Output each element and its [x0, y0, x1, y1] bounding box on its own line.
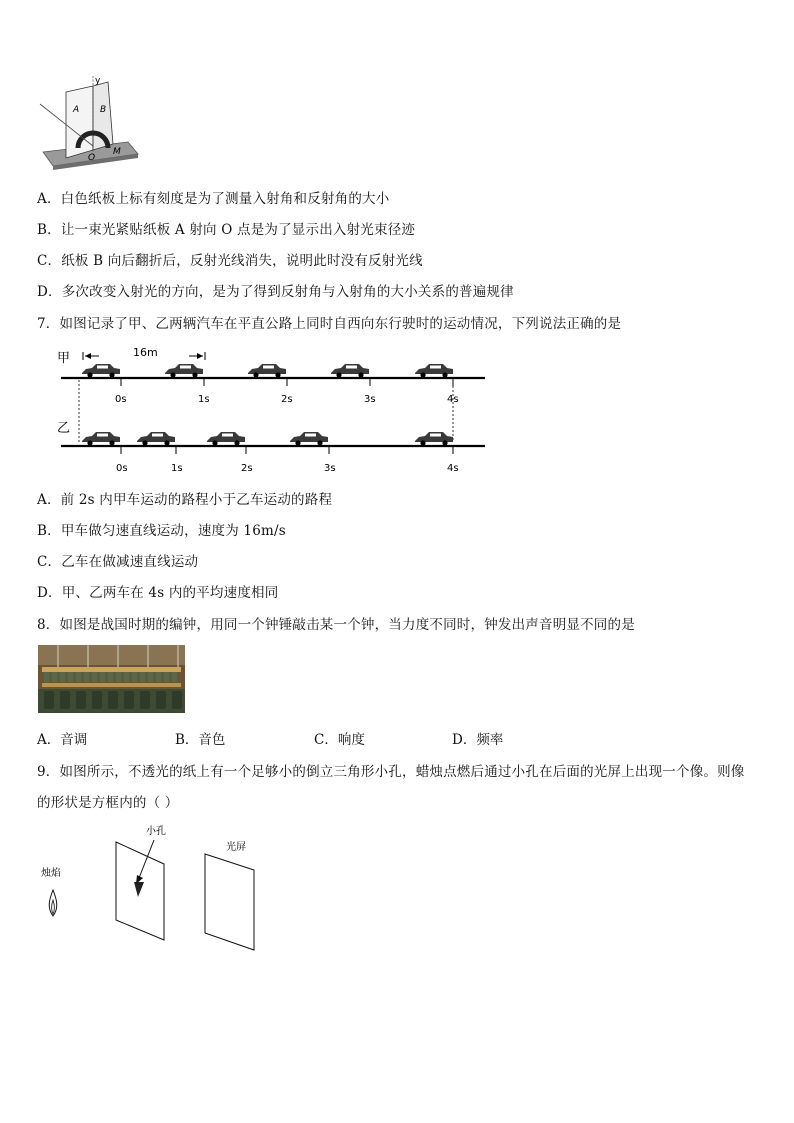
- car-b-1s: [137, 432, 175, 446]
- car-b-tick-2s: 2s: [241, 463, 253, 474]
- q8-option-c: C．响度: [314, 732, 365, 748]
- q6-option-c: C．纸板 B 向后翻折后，反射光线消失，说明此时没有反射光线: [37, 253, 423, 269]
- distance-label: 16m: [133, 346, 158, 359]
- bianzhong-bells-photo: [38, 645, 185, 713]
- car-a-tick-1s: 1s: [198, 394, 210, 405]
- board-b-label: B: [100, 105, 107, 115]
- car-b-tick-1s: 1s: [171, 463, 183, 474]
- car-a-tick-4s: 4s: [447, 394, 459, 405]
- car-b-2s: [207, 432, 245, 446]
- hole-label: 小孔: [146, 826, 166, 837]
- car-motion-figure: [55, 340, 495, 478]
- q9-stem-line2: 的形状是方框内的（ ）: [37, 795, 179, 811]
- car-a-3s: [331, 364, 369, 378]
- board-a-label: A: [73, 105, 80, 115]
- car-b-tick-3s: 3s: [324, 463, 336, 474]
- car-b-4s: [415, 432, 453, 446]
- point-o-label: O: [88, 153, 96, 163]
- q6-option-d: D．多次改变入射光的方向，是为了得到反射角与入射角的大小关系的普遍规律: [37, 284, 514, 300]
- car-a-4s: [415, 364, 453, 378]
- q7-option-c: C．乙车在做减速直线运动: [37, 554, 199, 570]
- light-screen: [205, 854, 254, 950]
- q6-option-b: B．让一束光紧贴纸板 A 射向 O 点是为了显示出入射光束径迹: [37, 222, 416, 238]
- car-b-0s: [82, 432, 120, 446]
- q7-option-d: D．甲、乙两车在 4s 内的平均速度相同: [37, 585, 279, 601]
- q7-stem: 7．如图记录了甲、乙两辆汽车在平直公路上同时自西向东行驶时的运动情况，下列说法正确的是: [37, 316, 622, 332]
- car-a-tick-3s: 3s: [364, 394, 376, 405]
- car-b-label: 乙: [57, 421, 71, 436]
- q8-option-b: B．音色: [175, 732, 226, 748]
- q6-option-a: A．白色纸板上标有刻度是为了测量入射角和反射角的大小: [37, 191, 390, 207]
- car-b-tick-4s: 4s: [447, 463, 459, 474]
- candle-flame-icon: [49, 890, 57, 916]
- normal-label-y: y: [95, 76, 101, 86]
- car-a-1s: [165, 364, 203, 378]
- car-a-label: 甲: [57, 351, 71, 366]
- car-a-tick-0s: 0s: [115, 394, 127, 405]
- car-b-tick-0s: 0s: [116, 463, 128, 474]
- screen-label: 光屏: [226, 842, 246, 853]
- candle-flame-label: 烛焰: [41, 868, 61, 879]
- point-m-label: M: [113, 147, 121, 157]
- car-a-2s: [248, 364, 286, 378]
- q9-stem-line1: 9．如图所示，不透光的纸上有一个足够小的倒立三角形小孔，蜡烛点燃后通过小孔在后面的光屏上出现一个像。则像: [37, 764, 745, 780]
- car-a-0s: [82, 364, 120, 378]
- car-a-tick-2s: 2s: [281, 394, 293, 405]
- car-b-3s: [290, 432, 328, 446]
- q8-stem: 8．如图是战国时期的编钟，用同一个钟锤敲击某一个钟，当力度不同时，钟发出声音明显不同的是: [37, 617, 635, 633]
- pinhole-camera-figure: [38, 820, 268, 955]
- q7-option-a: A．前 2s 内甲车运动的路程小于乙车运动的路程: [37, 492, 333, 508]
- q7-option-b: B．甲车做匀速直线运动，速度为 16m/s: [37, 523, 286, 539]
- q8-option-d: D．频率: [452, 732, 504, 748]
- q8-option-a: A．音调: [37, 732, 88, 748]
- reflection-apparatus-figure: [38, 74, 143, 172]
